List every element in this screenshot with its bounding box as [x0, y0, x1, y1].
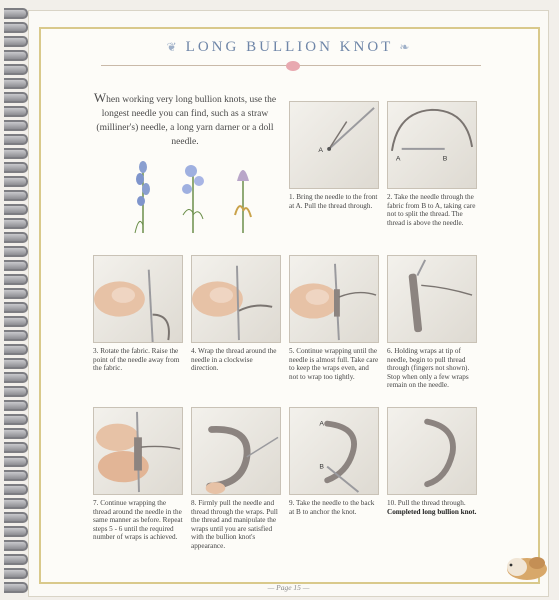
- binding-coil: [4, 400, 28, 411]
- step-6-photo: [387, 255, 477, 343]
- step-1-caption: 1. Bring the needle to the front at A. Pull the thread through.: [289, 193, 378, 210]
- step-8: [191, 407, 281, 551]
- binding-coil: [4, 162, 28, 173]
- intro-body: hen working very long bullion knots, use the longest needle you can find, such as a straw (milliner's) needle, a long yarn darner or a doll needle.: [96, 95, 277, 147]
- binding-coil: [4, 204, 28, 215]
- rose-icon: [286, 61, 300, 71]
- binding-coil: [4, 442, 28, 453]
- title-ornament-right-icon: ❧: [399, 40, 413, 54]
- step-4-photo: [191, 255, 281, 343]
- step-3: [93, 255, 183, 373]
- binding-coil: [4, 316, 28, 327]
- binding-coil: [4, 8, 28, 19]
- binding-coil: [4, 148, 28, 159]
- binding-coil: [4, 484, 28, 495]
- binding-coil: [4, 414, 28, 425]
- step-5-caption: 5. Continue wrapping until the needle is almost full. Take care to keep the wraps even, and not to wrap too tightly.: [289, 347, 379, 381]
- step-9-photo: [289, 407, 379, 495]
- label-a: A: [318, 146, 323, 154]
- guinea-pig-icon: [503, 549, 551, 581]
- binding-coil: [4, 64, 28, 75]
- page-title: [41, 39, 538, 56]
- binding-coil: [4, 288, 28, 299]
- binding-coil: [4, 330, 28, 341]
- label-b: B: [319, 463, 324, 471]
- step-1-photo: [289, 101, 379, 189]
- binding-coil: [4, 582, 28, 593]
- binding-coil: [4, 134, 28, 145]
- book-page: [28, 10, 549, 597]
- binding-coil: [4, 50, 28, 61]
- binding-coil: [4, 358, 28, 369]
- step-10-caption: [387, 499, 477, 516]
- step-6-caption: 6. Holding wraps at tip of needle, begin to pull thread through (fingers not shown). Stop when only a few wraps remain on the needle.: [387, 347, 470, 390]
- binding-coil: [4, 498, 28, 509]
- step-2: [387, 101, 477, 227]
- step-5-photo: [289, 255, 379, 343]
- page-frame: [39, 27, 540, 584]
- binding-coil: [4, 568, 28, 579]
- intro-dropcap: W: [93, 90, 107, 105]
- forget-me-not-flower-icon: [182, 165, 204, 233]
- step-10-text: 10. Pull the thread through.: [387, 499, 466, 507]
- step-10-emphasis: Completed long bullion knot.: [387, 507, 477, 516]
- tulip-flower-icon: [235, 170, 251, 233]
- label-a: A: [395, 155, 401, 163]
- binding-coil: [4, 106, 28, 117]
- step-4: [191, 255, 281, 373]
- binding-coil: [4, 260, 28, 271]
- binding-coil: [4, 36, 28, 47]
- binding-coil: [4, 78, 28, 89]
- binding-coil: [4, 302, 28, 313]
- step-3-caption: 3. Rotate the fabric. Raise the point of the needle away from the fabric.: [93, 347, 180, 373]
- binding-coil: [4, 512, 28, 523]
- binding-coil: [4, 372, 28, 383]
- binding-coil: [4, 232, 28, 243]
- bluebell-flower-icon: [135, 161, 150, 233]
- label-b: B: [442, 155, 448, 163]
- binding-coil: [4, 526, 28, 537]
- step-7-caption: 7. Continue wrapping the thread around the needle in the same manner as before. Repeat steps 5 - 6 until the required number of wraps is achieved.: [93, 499, 183, 542]
- title-ornament-left-icon: ❦: [166, 40, 180, 54]
- step-2-caption: 2. Take the needle through the fabric from B to A, taking care not to split the thread. The thread is above the needle.: [387, 193, 476, 227]
- title-text: LONG BULLION KNOT: [185, 39, 394, 55]
- binding-coil: [4, 386, 28, 397]
- step-4-caption: 4. Wrap the thread around the needle in a clockwise direction.: [191, 347, 277, 373]
- binding-coil: [4, 218, 28, 229]
- step-10: [387, 407, 477, 516]
- step-8-caption: 8. Firmly pull the needle and thread through the wraps. Pull the thread and manipulate the wraps until you are satisfied with the bullion knot's appearance.: [191, 499, 278, 550]
- binding-coil: [4, 120, 28, 131]
- spiral-binding: [0, 0, 30, 600]
- flower-illustration: [113, 155, 273, 235]
- step-2-photo: [387, 101, 477, 189]
- step-7-photo: [93, 407, 183, 495]
- step-5: [289, 255, 379, 381]
- binding-coil: [4, 554, 28, 565]
- binding-coil: [4, 540, 28, 551]
- binding-coil: [4, 176, 28, 187]
- binding-coil: [4, 470, 28, 481]
- step-9: [289, 407, 379, 516]
- binding-coil: [4, 92, 28, 103]
- step-10-photo: [387, 407, 477, 495]
- step-6: [387, 255, 477, 390]
- intro-text: [85, 91, 285, 149]
- binding-coil: [4, 456, 28, 467]
- step-1: [289, 101, 379, 210]
- binding-coil: [4, 428, 28, 439]
- step-7: [93, 407, 183, 542]
- step-3-photo: [93, 255, 183, 343]
- page-number: — Page 15 —: [267, 583, 310, 592]
- binding-coil: [4, 246, 28, 257]
- step-9-caption: 9. Take the needle to the back at B to anchor the knot.: [289, 499, 375, 516]
- binding-coil: [4, 190, 28, 201]
- binding-coil: [4, 274, 28, 285]
- step-8-photo: [191, 407, 281, 495]
- binding-coil: [4, 22, 28, 33]
- label-a: A: [319, 420, 324, 428]
- binding-coil: [4, 344, 28, 355]
